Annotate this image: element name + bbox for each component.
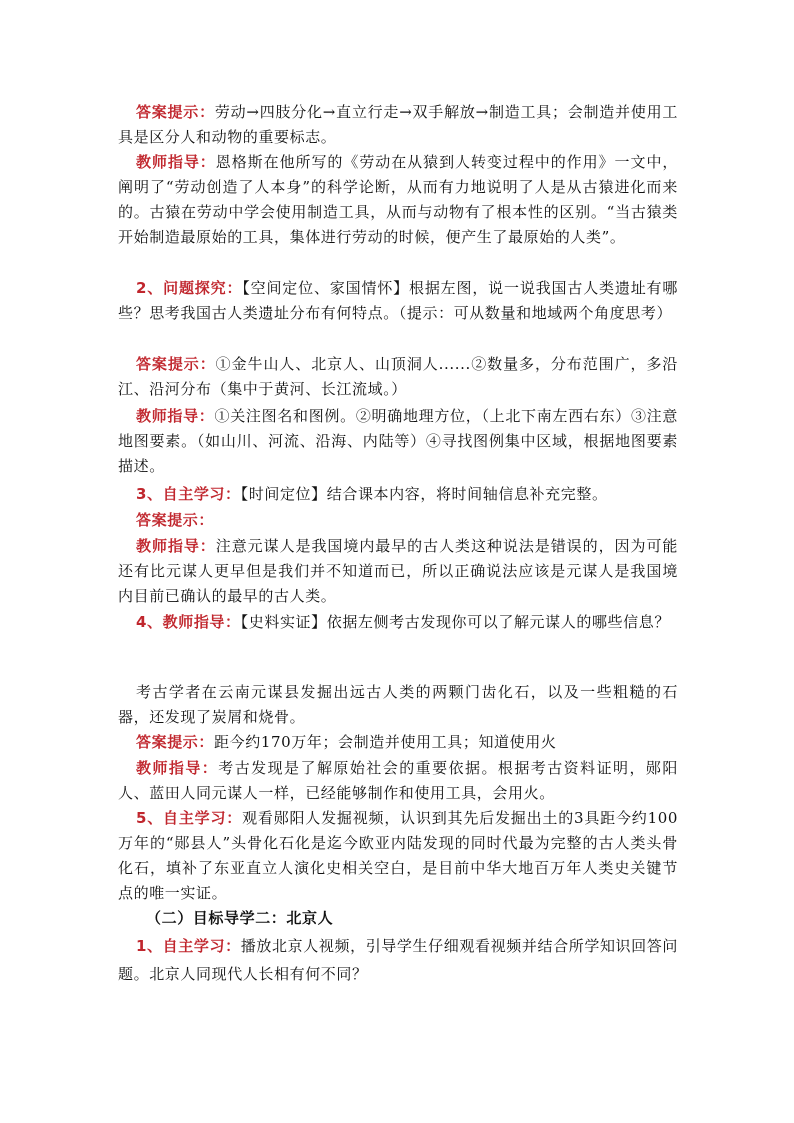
teacher-guide-paragraph xyxy=(118,404,678,479)
answer-hint-text: ①金牛山人、北京人、山顶洞人......②数量多，分布范围广，多沿江、沿河分布（集中于黄河、长江流域。） xyxy=(118,355,678,398)
archaeology-source-text: 考古学者在云南元谋县发掘出远古人类的两颗门齿化石，以及一些粗糙的石器，还发现了炭屑和烧骨。 xyxy=(118,683,678,726)
teacher-guide-question-paragraph xyxy=(118,608,678,637)
section-heading xyxy=(118,906,678,931)
teacher-guide-question-text: 【史料实证】依据左侧考古发现你可以了解元谋人的哪些信息？ xyxy=(240,613,670,631)
question-inquiry-paragraph xyxy=(118,276,678,326)
teacher-guide-text: ①关注图名和图例。②明确地理方位，（上北下南左西右东）③注意地图要素。（如山川、河流、沿海、内陆等）④寻找图例集中区域，根据地图要素描述。 xyxy=(118,407,678,475)
answer-hint-text: 距今约170万年；会制造并使用工具；知道使用火 xyxy=(214,733,557,751)
teacher-guide-text: 注意元谋人是我国境内最早的古人类这种说法是错误的，因为可能还有比元谋人更早但是我们并不知道而已，所以正确说法应该是元谋人是我国境内目前已确认的最早的古人类。 xyxy=(118,537,678,605)
self-study-label: 5、自主学习： xyxy=(136,809,243,827)
self-study-label: 1、自主学习： xyxy=(136,937,241,955)
self-study-text: 观看郧阳人发掘视频，认识到其先后发掘出土的3具距今约100万年的“郧县人”头骨化石化是迄今欧亚内陆发现的同时代最为完整的古人类头骨化石，填补了东亚直立人演化史相关空白，是目前中华大地百万年人类史关键节点的唯一实证。 xyxy=(118,809,678,902)
answer-hint-label: 答案提示： xyxy=(136,355,216,373)
teacher-guide-label: 教师指导： xyxy=(136,153,216,171)
teacher-guide-paragraph xyxy=(118,150,678,250)
self-study-paragraph xyxy=(118,932,678,988)
answer-hint-label: 答案提示： xyxy=(136,103,215,121)
answer-hint-label: 答案提示： xyxy=(136,733,215,751)
teacher-guide-question-label: 4、教师指导： xyxy=(136,613,241,631)
self-study-paragraph xyxy=(118,806,678,906)
teacher-guide-label: 教师指导： xyxy=(136,407,215,425)
question-inquiry-label: 2、问题探究： xyxy=(136,279,243,297)
answer-hint-paragraph xyxy=(118,352,678,402)
teacher-guide-text: 考古发现是了解原始社会的重要依据。根据考古资料证明，郧阳人、蓝田人同元谋人一样，已经能够制作和使用工具，会用火。 xyxy=(118,759,678,802)
answer-hint-text: 劳动→四肢分化→直立行走→双手解放→制造工具；会制造并使用工具是区分人和动物的重要标志。 xyxy=(118,103,678,146)
self-study-text: 播放北京人视频，引导学生仔细观看视频并结合所学知识回答问题。北京人同现代人长相有何不同？ xyxy=(118,937,679,983)
answer-hint-paragraph xyxy=(118,730,678,755)
teacher-guide-paragraph xyxy=(118,534,678,609)
teacher-guide-label: 教师指导： xyxy=(136,759,219,777)
self-study-text: 【时间定位】结合课本内容，将时间轴信息补充完整。 xyxy=(240,485,608,503)
self-study-paragraph xyxy=(118,482,678,507)
self-study-label: 3、自主学习： xyxy=(136,485,241,503)
section-heading-text: （二）目标导学二：北京人 xyxy=(146,909,334,927)
archaeology-source-paragraph xyxy=(118,680,678,730)
answer-hint-paragraph xyxy=(118,508,678,533)
teacher-guide-text: 恩格斯在他所写的《劳动在从猿到人转变过程中的作用》一文中，阐明了“劳动创造了人本身”的科学论断，从而有力地说明了人是从古猿进化而来的。古猿在劳动中学会使用制造工具，从而与动物有了根本性的区别。“当古猿类开始制造最原始的工具，集体进行劳动的时候，便产生了最原始的人类”。 xyxy=(118,153,678,246)
question-inquiry-text: 【空间定位、家国情怀】根据左图，说一说我国古人类遗址有哪些？思考我国古人类遗址分布有何特点。（提示：可从数量和地域两个角度思考） xyxy=(118,279,678,322)
answer-hint-paragraph xyxy=(118,100,678,150)
answer-hint-label: 答案提示： xyxy=(136,511,215,529)
teacher-guide-label: 教师指导： xyxy=(136,537,216,555)
teacher-guide-paragraph xyxy=(118,756,678,806)
